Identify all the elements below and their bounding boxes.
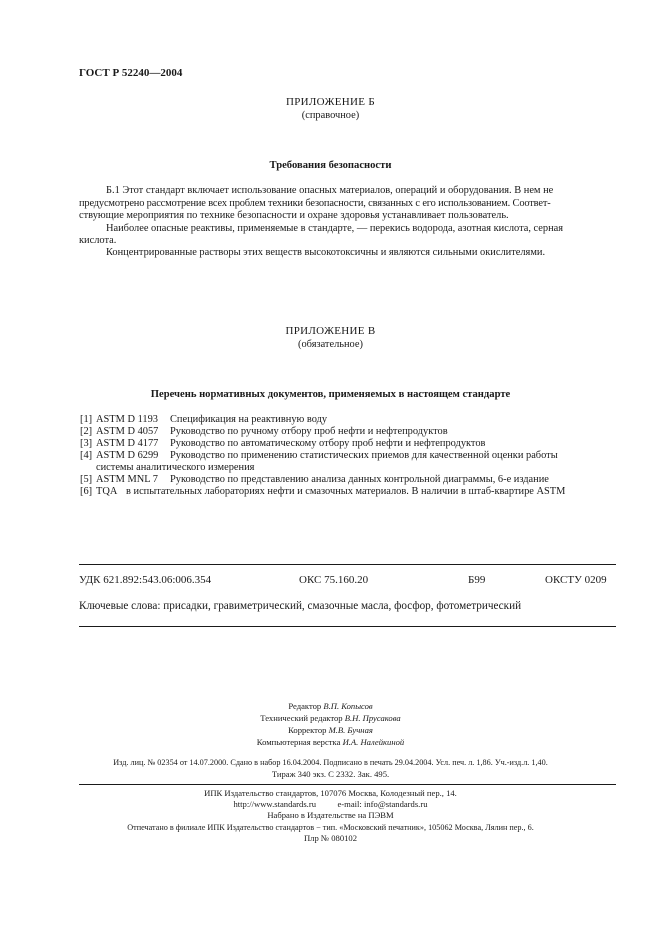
reference-item <box>80 438 486 451</box>
reference-title: в испытательных лабораториях нефти и смазочных материалов. В наличии в штаб-квартире ASTM <box>126 486 566 497</box>
reference-code: TQA <box>96 486 118 497</box>
paragraph-reagents-line1: Наиболее опасные реактивы, применяемые в стандарте, — перекись водорода, азотная кислота, серная <box>106 223 564 234</box>
reference-item <box>80 450 558 463</box>
document-code: ГОСТ Р 52240—2004 <box>79 67 183 79</box>
reference-title-continuation: системы аналитического измерения <box>96 462 255 473</box>
publisher-license: Плр № 080102 <box>303 833 358 843</box>
credit-proofreader <box>0 725 661 736</box>
reference-item <box>80 486 566 499</box>
publisher-email: e-mail: info@standards.ru <box>337 799 428 809</box>
appendix-b-title: ПРИЛОЖЕНИЕ Б <box>286 96 375 108</box>
credit-editor <box>0 701 661 712</box>
appendix-v-heading: Перечень нормативных документов, применяемых в настоящем стандарте <box>150 389 511 400</box>
publisher-contacts <box>0 799 661 810</box>
reference-code: ASTM D 6299 <box>96 450 159 461</box>
credit-role: Технический редактор <box>260 713 343 723</box>
reference-number: [1] <box>80 414 93 425</box>
appendix-b-status: (справочное) <box>301 110 360 121</box>
publisher-url: http://www.standards.ru <box>233 799 316 809</box>
appendix-v-status: (обязательное) <box>298 339 363 350</box>
credit-person: В.П. Копысов <box>323 701 373 711</box>
reference-title: Руководство по автоматическому отбору проб нефти и нефтепродуктов <box>170 438 486 449</box>
paragraph-reagents-line2: кислота. <box>79 235 117 246</box>
credit-tech-editor <box>0 713 661 724</box>
credit-person: И.А. Налейкиной <box>342 737 405 747</box>
reference-number: [5] <box>80 474 93 485</box>
publisher-typeset: Набрано в Издательстве на ПЭВМ <box>267 810 394 820</box>
okstu-code: ОКСТУ 0209 <box>545 574 607 586</box>
paragraph-b1-line3: ствующие мероприятия по технике безопасности и охране здоровья устанавливает пользователь. <box>79 210 509 221</box>
reference-item <box>80 426 448 439</box>
group-code: Б99 <box>468 574 486 586</box>
reference-code: ASTM D 4177 <box>96 438 159 449</box>
keywords: Ключевые слова: присадки, гравиметрический, смазочные масла, фосфор, фотометрический <box>79 600 522 612</box>
reference-number: [3] <box>80 438 93 449</box>
reference-code: ASTM D 1193 <box>96 414 158 425</box>
reference-number: [6] <box>80 486 93 497</box>
reference-title: Руководство по применению статистических приемов для качественной оценки работы <box>170 450 558 461</box>
classification-top-rule <box>79 564 616 565</box>
reference-item <box>80 414 328 427</box>
reference-title: Руководство по ручному отбору проб нефти и нефтепродуктов <box>170 426 448 437</box>
paragraph-b1-line1: Б.1 Этот стандарт включает использование опасных материалов, операций и оборудования. В нем не <box>106 185 554 196</box>
credit-role: Корректор <box>288 725 327 735</box>
reference-code: ASTM MNL 7 <box>96 474 158 485</box>
print-info-line1: Изд. лиц. № 02354 от 14.07.2000. Сдано в набор 16.04.2004. Подписано в печать 29.04.2004. Усл. печ. л. 1,86. Уч.-изд.л. 1,40. <box>113 758 548 767</box>
credit-role: Редактор <box>288 701 322 711</box>
appendix-v-title: ПРИЛОЖЕНИЕ В <box>285 325 376 337</box>
udk-code: УДК 621.892:543.06:006.354 <box>79 574 212 586</box>
paragraph-toxicity: Концентрированные растворы этих веществ высокотоксичны и являются сильными окислителями. <box>106 247 546 258</box>
credit-person: М.В. Бучная <box>328 725 373 735</box>
reference-title: Спецификация на реактивную воду <box>170 414 328 425</box>
print-info-line2: Тираж 340 экз. С 2332. Зак. 495. <box>271 769 390 779</box>
publisher-address: ИПК Издательство стандартов, 107076 Москва, Колодезный пер., 14. <box>204 788 457 798</box>
classification-bottom-rule <box>79 626 616 627</box>
credit-layout <box>0 737 661 748</box>
paragraph-b1-line2: предусмотрено рассмотрение всех проблем техники безопасности, связанных с его использованием. Соответ- <box>79 198 551 209</box>
reference-code: ASTM D 4057 <box>96 426 159 437</box>
reference-item <box>80 474 549 487</box>
reference-number: [2] <box>80 426 93 437</box>
publisher-rule <box>79 784 616 785</box>
oks-code: ОКС 75.160.20 <box>299 574 369 586</box>
credit-person: В.Н. Прусакова <box>344 713 401 723</box>
credit-role: Компьютерная верстка <box>256 737 341 747</box>
appendix-b-heading: Требования безопасности <box>269 160 392 171</box>
reference-number: [4] <box>80 450 93 461</box>
reference-title: Руководство по представлению анализа данных контрольной диаграммы, 6-е издание <box>170 474 549 485</box>
publisher-printed: Отпечатано в филиале ИПК Издательство стандартов − тип. «Московский печатник», 105062 Москва, Лялин пер., 6. <box>127 823 534 832</box>
